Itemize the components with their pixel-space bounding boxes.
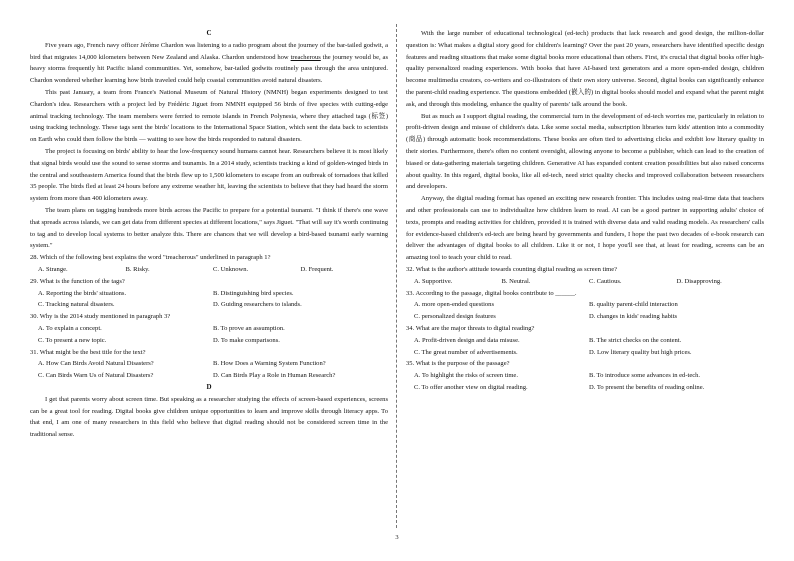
question-stem: 30. Why is the 2014 study mentioned in paragraph 3?: [30, 313, 171, 321]
option-d[interactable]: D. Guiding researchers to islands.: [213, 301, 302, 309]
option-d[interactable]: D. Frequent.: [300, 265, 334, 273]
option-d[interactable]: D. changes in kids' reading habits: [589, 313, 678, 321]
option-a[interactable]: A. Profit-driven design and data misuse.: [414, 336, 520, 344]
question-stem: 29. What is the function of the tags?: [30, 277, 125, 285]
option-b[interactable]: B. How Does a Warning System Function?: [213, 360, 326, 368]
option-c[interactable]: C. To offer another view on digital reading.: [414, 383, 528, 391]
option-b[interactable]: B. Neutral.: [501, 277, 531, 285]
option-d[interactable]: D. To make comparisons.: [213, 336, 280, 344]
option-a[interactable]: A. Supportive.: [414, 277, 453, 285]
section-d-title: D: [206, 382, 212, 391]
question-30: [30, 311, 388, 346]
page-number: 3: [395, 534, 399, 541]
right-column: [406, 28, 764, 394]
question-stem: 31. What might be the best title for the text?: [30, 348, 146, 356]
option-a[interactable]: A. To highlight the risks of screen time.: [414, 372, 518, 380]
option-d[interactable]: D. Low literary quality but high prices.: [589, 348, 692, 356]
left-column: [30, 28, 388, 441]
question-31: [30, 347, 388, 382]
question-29: [30, 276, 388, 311]
option-b[interactable]: B. Distinguishing bird species.: [213, 289, 294, 297]
option-a[interactable]: A. Reporting the birds' situations.: [38, 289, 127, 297]
section-c-paragraph-1: [30, 40, 388, 87]
option-a[interactable]: A. Strange.: [38, 265, 68, 273]
option-b[interactable]: B. To prove an assumption.: [213, 324, 285, 332]
option-b[interactable]: B. quality parent-child interaction: [589, 301, 678, 309]
option-c[interactable]: C. Cautious.: [589, 277, 622, 285]
section-d-paragraph-3: But as much as I support digital reading, the commercial turn in the development of ed-tech worries me, particularly in relation to profit-driven design and misuse of children's data. Like some social media, subscription libraries turn kids' attention into a commodity (商品) through automatic book recommendations. These books are often tied to advertising clicks and exhibit low literary quality in their stories. Furthermore, there's often no content oversight, allowing anyone to become a publisher, which can lead to the creation of biased or data-gathering materials targeting children. Generative AI has expanded content creation possibilities but also raised concerns about quality. In this regard, digital books, like all ed-tech, need strict quality checks and improved collaboration between researchers and developers.: [406, 112, 764, 191]
option-a[interactable]: A. To explain a concept.: [38, 324, 102, 332]
section-d-paragraph-1: I get that parents worry about screen time. But speaking as a researcher studying the effects of screen-based experiences, screens can be a great tool for reading. Digital books give children unique opportunities to learn and improve skills through literacy apps. To that end, I am one of many researchers in this field who believe that digital reading should not be considered screen time in the traditional sense.: [30, 395, 388, 439]
section-c-title: C: [206, 29, 212, 37]
question-35: [406, 358, 764, 393]
option-c[interactable]: C. The great number of advertisements.: [414, 348, 518, 356]
paragraph-1-text-a: Five years ago, French navy officer Jérôme Chardon was listening to a radio program about the journey of the bar-tailed godwit, a bird that migrates 14,000 kilometers between New Zealand and Alaska. Chardon understood how: [30, 41, 388, 61]
section-c-paragraph-2: This past January, a team from France's National Museum of Natural History (NMNH) began experiments designed to test Chardon's idea. Researchers with a project led by Frédéric Jiguet from NMNH equipped 56 birds of five species with cutting-edge animal tracking technology. The team members were ferried to remote islands in French Polynesia, where they attached tags (标签) using tracking technology. These tags sent the birds' locations to the International Space Station, which sent the data back to scientists on Earth who could then follow the birds — waiting to see how the birds responded to natural disasters.: [30, 88, 388, 144]
underlined-word: treacherous: [290, 53, 321, 61]
question-stem: 32. What is the author's attitude towards counting digital reading as screen time?: [406, 265, 618, 273]
option-c[interactable]: C. personalized design features: [414, 313, 496, 321]
paragraph-1-text-b: the journey would be, as heavy storms frequently hit Pacific island communities. Yet, somehow, bar-tailed godwits routinely pass through the area uninjured. Chardon wondered whether learning how birds traveled could help coastal communities avoid natural disasters.: [30, 53, 388, 85]
option-d[interactable]: D. Disapproving.: [676, 277, 722, 285]
option-a[interactable]: A. more open-ended questions: [414, 301, 494, 309]
question-33: [406, 288, 764, 323]
option-c[interactable]: C. Tracking natural disasters.: [38, 301, 115, 309]
question-28: [30, 252, 388, 276]
section-c-paragraph-3: The project is focusing on birds' ability to hear the low-frequency sound humans cannot hear. Researchers believe it is most likely that signal birds would use the sound to sense storms and tsunamis. In a 2014 study, scientists tracking a kind of golden-winged birds in the central and southeastern America found that the birds flew up to 1,500 kilometers to escape from an outbreak of tornadoes that killed 35 people. The birds fled at least 24 hours before any extreme weather hit, leaving the scientists to believe that they had heard the storm system from more than 400 kilometers away.: [30, 147, 388, 203]
question-stem: 34. What are the major threats to digital reading?: [406, 324, 535, 332]
option-a[interactable]: A. How Can Birds Avoid Natural Disasters?: [38, 360, 154, 368]
question-stem: 28. Which of the following best explains the word "treacherous" underlined in paragraph 1?: [30, 254, 271, 262]
section-d-paragraph-4: Anyway, the digital reading format has opened an exciting new research frontier. This includes using real-time data that teachers and other professionals can use to individualize how children learn to read. AI can be a good partner in supporting adults' choice of texts, prompts and reading activities for children, provided it is trained with diverse data and valid reading models. As researchers' calls for evidence-based children's ed-tech are being heard by governments and funders, I hope the past two decades of e-book research can deliver the advantages of digital books to all children. Like it or not, I hope you'll see that, at least for reading, screens can be an amazing tool to teach your child to read.: [406, 195, 764, 262]
option-d[interactable]: D. Can Birds Play a Role in Human Research?: [213, 372, 336, 380]
section-c-paragraph-4: The team plans on tagging hundreds more birds across the Pacific to prepare for a potential tsunami. "I think if there's one wave that spreads across islands, we can get data from different species at different locations," says Jiguet. "That will say it's worth continuing to tag and to develop local systems to better analyze this. There are chances that we will develop a bird-based tsunami early warning system.": [30, 206, 388, 250]
option-c[interactable]: C. To present a new topic.: [38, 336, 107, 344]
option-b[interactable]: B. To introduce some advances in ed-tech.: [589, 372, 701, 380]
question-stem: 33. According to the passage, digital books contribute to ______.: [406, 289, 577, 297]
question-32: [406, 264, 764, 288]
option-b[interactable]: B. Risky.: [125, 265, 150, 273]
question-stem: 35. What is the purpose of the passage?: [406, 360, 510, 368]
option-c[interactable]: C. Can Birds Warn Us of Natural Disasters?: [38, 372, 154, 380]
column-divider: [396, 24, 397, 528]
option-b[interactable]: B. The strict checks on the content.: [589, 336, 682, 344]
option-d[interactable]: D. To present the benefits of reading online.: [589, 383, 705, 391]
section-d-paragraph-2: With the large number of educational technological (ed-tech) products that lack research and good design, the million-dollar question is: What makes a digital story good for children's learning? Over the past 20 years, researchers have identified specific design features and reading situations that make some digital books more educational than others. First, it's crucial that digital books offer high-quality personalized reading experiences. With books that have AI-based text generators and a more open-ended design, children become multimedia creators, co-writers and co-illustrators of their own story universe. Second, digital books can significantly enhance the parent-child reading experience. The questions embedded (嵌入的) in digital books should model and expand what the parent might ask, and through this modeling, enhance the quality of parents' talk around the book.: [406, 30, 764, 108]
option-c[interactable]: C. Unknown.: [213, 265, 249, 273]
question-34: [406, 323, 764, 358]
